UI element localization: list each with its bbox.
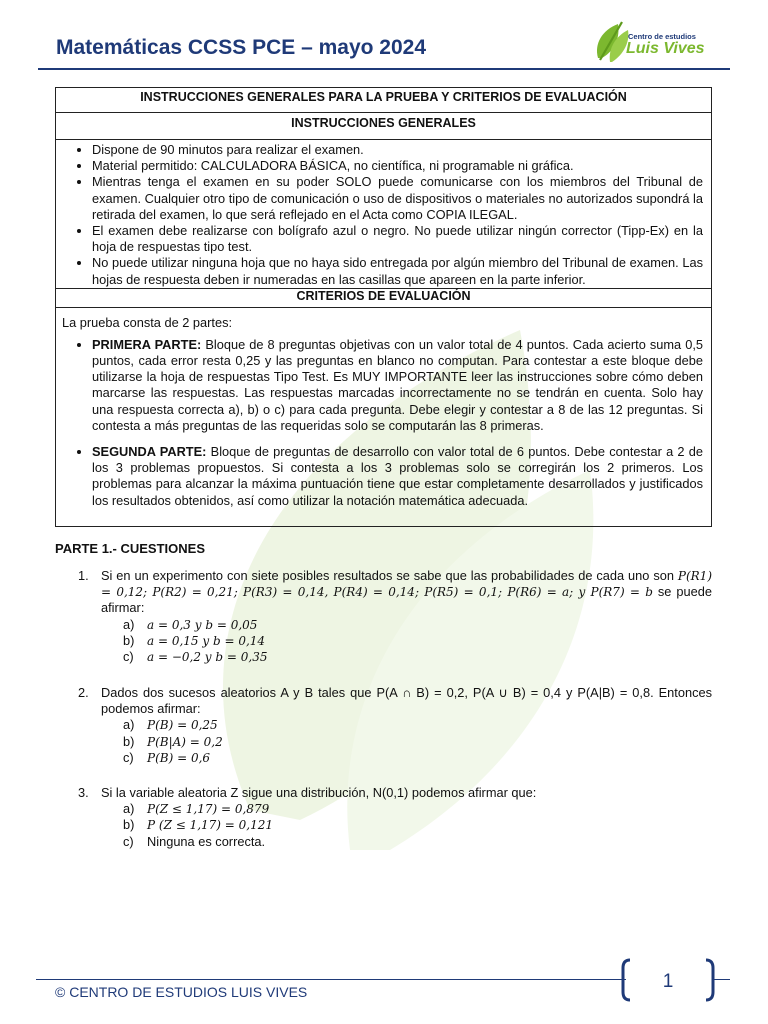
bracket-left-icon	[623, 960, 630, 1000]
bracket-right-icon	[706, 960, 713, 1000]
option: b) P(B|A) = 0,2	[123, 733, 223, 749]
list-item	[92, 337, 703, 434]
list-item: • Dispone de 90 minutos para realizar el examen.	[92, 142, 703, 158]
option: c) Ninguna es correcta.	[123, 833, 266, 849]
logo-small-text: Centro de estudios	[628, 32, 696, 41]
list-item: • No puede utilizar ninguna hoja que no haya sido entregada por algún miembro del Tribunal de examen. Las hojas de respuesta deben ir numeradas en las casillas que apareen en la parte inferior.	[92, 255, 703, 287]
criteria-intro: La prueba consta de 2 partes:	[62, 314, 233, 330]
question-formula: P(R1) = 0,12; P(R2) = 0,21; P(R3) = 0,14, P(R4) = 0,14; P(R5) = 0,1; P(R6) = a; y P(R7) = b	[101, 569, 712, 600]
question-3	[78, 785, 712, 850]
options-list	[123, 717, 712, 766]
page-number-badge	[620, 958, 716, 1002]
part2-text: Bloque de preguntas de desarrollo con valor total de 6 puntos. Debe contestar a 2 de los 3 problemas propuestos. Si contesta a los 3 problemas solo se corregirán los 2 primeros. Los problemas para alcanzar la máxima puntuación tiene que estar completamente desarrollados y justificados los resultados obtenidos, así como utilizar la notación matemática adecuada.	[92, 444, 703, 508]
main-heading: INSTRUCCIONES GENERALES PARA LA PRUEBA Y CRITERIOS DE EVALUACIÓN	[56, 88, 711, 113]
footer-copyright: © CENTRO DE ESTUDIOS LUIS VIVES	[55, 984, 308, 1000]
criteria-list	[56, 331, 711, 509]
criteria-heading: CRITERIOS DE EVALUACIÓN	[56, 288, 711, 308]
option: c) P(B) = 0,6	[123, 749, 211, 765]
logo-brand-text: Luis Vives	[626, 40, 705, 57]
part2-label: SEGUNDA PARTE:	[92, 444, 207, 460]
option: a) P(Z ≤ 1,17) = 0,879	[123, 801, 270, 817]
page-title: Matemáticas CCSS PCE – mayo 2024	[56, 36, 427, 59]
page-number: 1	[662, 971, 674, 992]
options-list	[123, 801, 712, 850]
instructions-list	[56, 140, 711, 288]
instructions-heading: INSTRUCCIONES GENERALES	[56, 113, 711, 140]
part1-label: PRIMERA PARTE:	[92, 336, 202, 352]
question-text: Si la variable aleatoria Z sigue una distribución, N(0,1) podemos afirmar que:	[101, 785, 537, 800]
option: a) a = 0,3 y b = 0,05	[123, 616, 258, 632]
options-list	[123, 617, 712, 666]
section-title: PARTE 1.- CUESTIONES	[55, 541, 206, 556]
option: b) P (Z ≤ 1,17) = 0,121	[123, 817, 274, 833]
footer-divider	[714, 979, 730, 980]
question-number: 3.	[78, 785, 89, 800]
option: a) P(B) = 0,25	[123, 717, 218, 733]
option: b) a = 0,15 y b = 0,14	[123, 632, 266, 648]
option: c) a = −0,2 y b = 0,35	[123, 649, 268, 665]
question-text: Si en un experimento con siete posibles resultados se sabe que las probabilidades de cada uno son P(R1) = 0,12; P(R2) = 0,21; P(R3) = 0,14, P(R4) = 0,14; P(R5) = 0,1; P(R6) = a; y P(R7) = b se puede afirmar:	[101, 568, 713, 616]
footer-divider	[36, 979, 626, 980]
list-item: • Material permitido: CALCULADORA BÁSICA, no científica, ni programable ni gráfica.	[92, 158, 703, 174]
instructions-box	[55, 87, 712, 527]
list-item: • Mientras tenga el examen en su poder SOLO puede comunicarse con los miembros del Tribunal de examen. Cualquier otro tipo de comunicación o uso de dispositivos o materiales no autorizados supondrá la retirada del examen, lo que será reflejado en el Acta como COPIA ILEGAL.	[92, 174, 703, 223]
question-number: 1.	[78, 568, 89, 583]
part1-text: Bloque de 8 preguntas objetivas con un valor total de 4 puntos. Cada acierto suma 0,5 puntos, cada error resta 0,25 y las preguntas en blanco no computan. Para contestar a este bloque debe utilizarse la hoja de respuestas Tipo Test. Es MUY IMPORTANTE leer las instrucciones sobre cómo deben marcarse las respuestas. Las respuestas marcadas incorrectamente no se tendrán en cuenta. Solo hay una respuesta correcta a), b) o c) para cada pregunta. Debe elegir y contestar a 8 de las 12 preguntas. Si contesta a más preguntas de las requeridas solo se computarán las 8 primeras.	[92, 336, 703, 433]
question-text: Dados dos sucesos aleatorios A y B tales que P(A ∩ B) = 0,2, P(A ∪ B) = 0,4 y P(A|B) = 0,8. Entonces podemos afirmar:	[101, 685, 712, 717]
question-1	[78, 568, 712, 665]
question-number: 2.	[78, 685, 89, 700]
logo	[592, 18, 712, 64]
header-divider	[38, 68, 730, 70]
question-2	[78, 685, 712, 766]
list-item: • El examen debe realizarse con bolígrafo azul o negro. No puede utilizar ningún corrector (Tipp-Ex) en la hoja de respuestas tipo test.	[92, 223, 703, 255]
list-item	[92, 444, 703, 509]
